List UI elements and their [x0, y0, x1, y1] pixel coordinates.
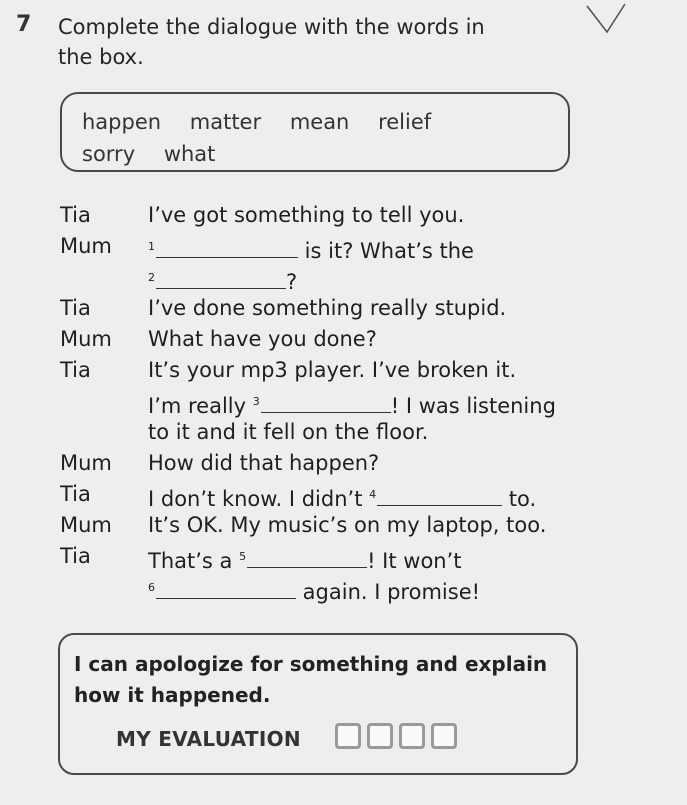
answer-blank[interactable]: [377, 485, 502, 506]
speech: What have you done?: [148, 327, 377, 351]
exercise-instruction: [58, 12, 538, 72]
answer-blank[interactable]: [261, 392, 391, 413]
dialogue-line: [60, 510, 600, 541]
word-happen: happen: [82, 110, 162, 134]
dialogue-line: [60, 231, 600, 262]
exercise-number: 7: [16, 12, 32, 37]
evaluation-checkbox[interactable]: [335, 723, 361, 749]
speech: [148, 572, 480, 608]
dialogue-line: [60, 417, 600, 448]
dialogue: [60, 200, 600, 603]
gap-number: 4: [369, 488, 377, 501]
gap-number: 6: [148, 581, 155, 594]
speaker: Mum: [60, 234, 112, 258]
speech: I’ve done something really stupid.: [148, 296, 507, 320]
speaker: Mum: [60, 327, 112, 351]
speech-text: That’s a: [148, 549, 240, 573]
speaker: Tia: [60, 203, 91, 227]
gap-number: 3: [252, 395, 260, 408]
speech-text: ?: [286, 270, 298, 294]
instruction-line-2: the box.: [58, 45, 144, 69]
dialogue-line: [60, 572, 600, 603]
word-relief: relief: [378, 110, 432, 134]
can-do-statement: I can apologize for something and explain how it happened.: [74, 652, 548, 707]
word-row-1: [82, 110, 453, 134]
dialogue-line: [60, 262, 600, 293]
dialogue-line: [60, 200, 600, 231]
speech-text: I don’t know. I didn’t: [148, 487, 370, 511]
dialogue-line: [60, 479, 600, 510]
word-mean: mean: [289, 110, 350, 134]
gap-number: 1: [148, 240, 155, 253]
answer-blank[interactable]: [156, 237, 298, 258]
dialogue-line: [60, 355, 600, 386]
speech: to it and it fell on the floor.: [148, 420, 429, 444]
dialogue-line: [60, 541, 600, 572]
speech-text: ! It won’t: [367, 549, 462, 573]
speech: I’ve got something to tell you.: [148, 203, 465, 227]
dialogue-line: [60, 448, 600, 479]
evaluation-label: MY EVALUATION: [116, 727, 301, 751]
speech-text: again. I promise!: [296, 580, 481, 604]
word-box: [60, 92, 570, 172]
speech: It’s OK. My music’s on my laptop, too.: [148, 513, 547, 537]
speaker: Tia: [60, 482, 91, 506]
speaker: Mum: [60, 513, 112, 537]
speech: How did that happen?: [148, 451, 380, 475]
answer-blank[interactable]: [156, 268, 286, 289]
speaker: Mum: [60, 451, 112, 475]
dialogue-line: [60, 324, 600, 355]
speech-text: I’m really: [148, 394, 253, 418]
speaker: Tia: [60, 296, 91, 320]
speech-text: is it? What’s the: [298, 239, 474, 263]
speaker: Tia: [60, 544, 91, 568]
speech-text: ! I was listening: [390, 394, 556, 418]
evaluation-checkbox[interactable]: [431, 723, 457, 749]
dialogue-line: [60, 386, 600, 417]
evaluation-checkbox[interactable]: [399, 723, 425, 749]
gap-number: 2: [148, 271, 155, 284]
word-sorry: sorry: [82, 142, 136, 166]
evaluation-checkbox[interactable]: [367, 723, 393, 749]
dialogue-line: [60, 293, 600, 324]
answer-blank[interactable]: [247, 547, 367, 568]
speech: It’s your mp3 player. I’ve broken it.: [148, 358, 517, 382]
speaker: Tia: [60, 358, 91, 382]
gap-number: 5: [239, 550, 247, 563]
evaluation-box: [58, 633, 578, 775]
evaluation-squares: [335, 723, 457, 749]
word-row-2: [82, 142, 237, 166]
answer-blank[interactable]: [156, 578, 296, 599]
word-what: what: [163, 142, 216, 166]
instruction-line-1: Complete the dialogue with the words in: [58, 15, 485, 39]
checkmark-icon: [585, 2, 627, 36]
word-matter: matter: [189, 110, 262, 134]
speech-text: to.: [502, 487, 537, 511]
